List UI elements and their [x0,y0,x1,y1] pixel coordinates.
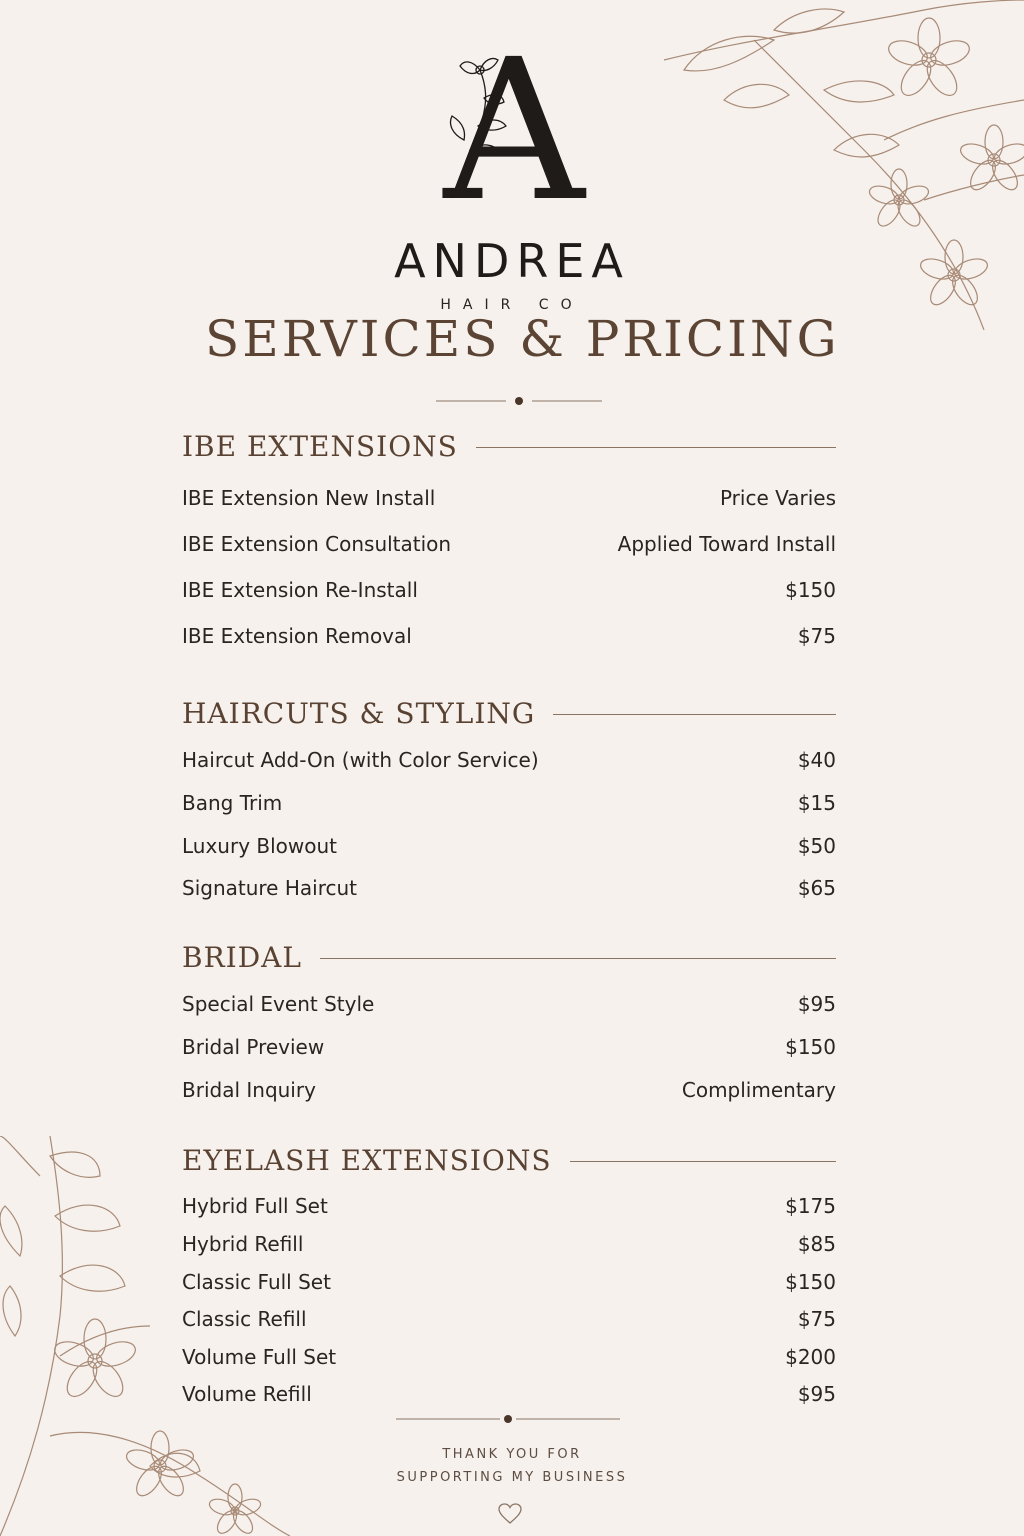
service-row [182,1309,836,1329]
service-name: Bridal Preview [182,1035,325,1059]
service-price: Complimentary [681,1078,836,1102]
service-price: $200 [785,1345,836,1369]
service-name: Volume Refill [182,1382,312,1406]
service-name: Bridal Inquiry [182,1078,316,1102]
service-row [182,580,836,600]
service-name: Special Event Style [182,992,375,1016]
footer-thank-you: THANK YOU FOR [442,1447,582,1462]
section-heading-haircuts-styling [182,697,836,730]
service-price: Price Varies [719,486,836,510]
service-name: IBE Extension Removal [182,624,412,648]
service-price: $95 [797,992,836,1016]
service-row [182,1384,836,1404]
service-name: Bang Trim [182,791,283,815]
service-name: Classic Refill [182,1307,307,1331]
service-row [182,1272,836,1292]
service-price: $150 [785,1035,836,1059]
service-row [182,1347,836,1367]
footer-divider-ornament [396,1412,620,1426]
service-row [182,534,836,554]
service-row [182,1196,836,1216]
svg-text:A: A [443,30,585,210]
service-row [182,488,836,508]
service-name: Hybrid Full Set [182,1194,328,1218]
title-divider-ornament [436,394,602,408]
service-name: IBE Extension Consultation [182,532,452,556]
footer-supporting: SUPPORTING MY BUSINESS [396,1470,628,1485]
service-price: $150 [785,578,836,602]
service-price: $95 [797,1382,836,1406]
service-name: Haircut Add-On (with Color Service) [182,748,539,772]
service-row [182,793,836,813]
monogram-a-with-flower-logo [422,30,602,210]
service-name: Volume Full Set [182,1345,337,1369]
section-heading-ibe-extensions [182,430,836,463]
service-name: Luxury Blowout [182,834,338,858]
section-title: HAIRCUTS & STYLING [182,697,536,730]
section-rule [553,714,836,715]
service-price: $15 [797,791,836,815]
service-price: $50 [797,834,836,858]
section-title: EYELASH EXTENSIONS [182,1144,552,1177]
section-title: BRIDAL [182,941,302,974]
section-rule [476,447,836,448]
service-price: $40 [797,748,836,772]
service-price: $175 [785,1194,836,1218]
service-row [182,626,836,646]
service-row [182,1080,836,1100]
service-price: $75 [797,1307,836,1331]
service-row [182,836,836,856]
service-price: $150 [785,1270,836,1294]
section-rule [320,958,836,959]
service-row [182,994,836,1014]
service-name: Hybrid Refill [182,1232,304,1256]
section-heading-bridal [182,941,836,974]
service-price: $85 [797,1232,836,1256]
service-row [182,878,836,898]
service-row [182,1234,836,1254]
service-name: Signature Haircut [182,876,357,900]
service-price: $65 [797,876,836,900]
section-title: IBE EXTENSIONS [182,430,458,463]
heart-outline-icon [497,1502,523,1526]
service-price: Applied Toward Install [617,532,836,556]
page-title: SERVICES & PRICING [205,310,840,368]
section-rule [570,1161,836,1162]
service-name: Classic Full Set [182,1270,331,1294]
service-row [182,750,836,770]
brand-subtitle: HAIR CO [440,297,584,313]
service-price: $75 [797,624,836,648]
brand-name: ANDREA [394,234,630,288]
service-row [182,1037,836,1057]
service-name: IBE Extension New Install [182,486,436,510]
section-heading-eyelash-extensions [182,1144,836,1177]
service-name: IBE Extension Re-Install [182,578,418,602]
